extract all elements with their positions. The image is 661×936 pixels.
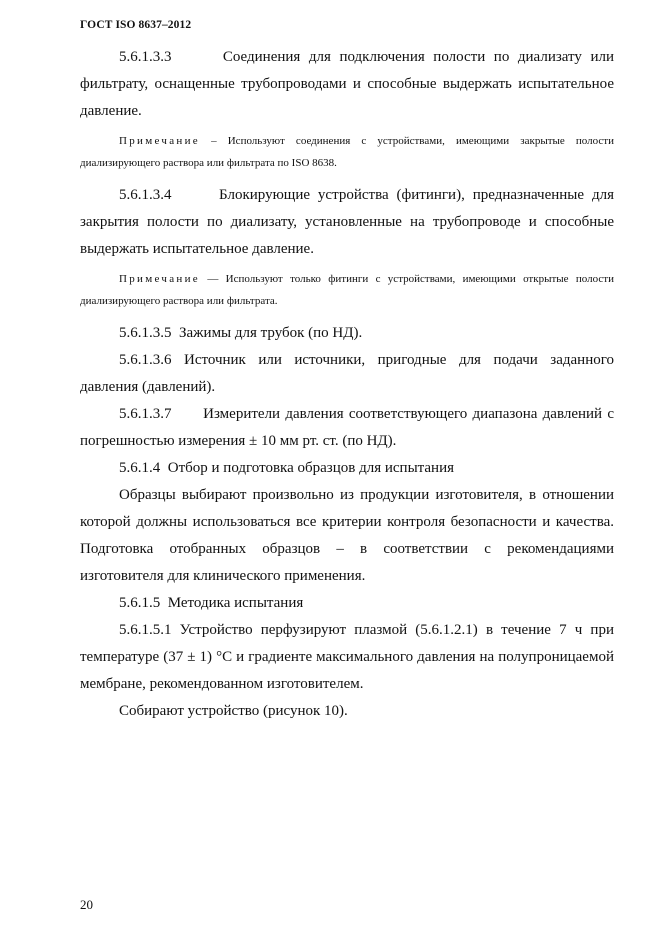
heading-5-6-1-4: 5.6.1.4 Отбор и подготовка образцов для испытания [119, 460, 454, 476]
note-1-text: – Используют соединения с устройствами, имеющими закрытые полости диализирующего раствора или фильтрата по ISO 8638. [80, 135, 614, 169]
paragraph-5-6-1-3-6: 5.6.1.3.6 Источник или источники, пригодные для подачи заданного давления (давлений). [80, 352, 614, 395]
document-body [80, 44, 618, 725]
heading-5-6-1-5: 5.6.1.5 Методика испытания [119, 595, 304, 611]
paragraph-assemble-device: Собирают устройство (рисунок 10). [119, 703, 348, 719]
paragraph-5-6-1-3-5: 5.6.1.3.5 Зажимы для трубок (по НД). [119, 325, 363, 341]
paragraph-5-6-1-3-3: 5.6.1.3.3 Соединения для подключения полости по диализату или фильтрату, оснащенные трубопроводами и способные выдержать испытательное давление. [80, 49, 618, 119]
page-number: 20 [80, 897, 93, 912]
paragraph-5-6-1-5-1: 5.6.1.5.1 Устройство перфузируют плазмой (5.6.1.2.1) в течение 7 ч при температуре (37 ± 1) °С и градиенте максимального давления на полупроницаемой мембране, рекомендованном изготовителем. [80, 622, 614, 692]
note-2-text: — Используют только фитинги с устройствами, имеющими открытые полости диализирующего раствора или фильтрата. [80, 273, 614, 307]
note-2-label: Примечание [119, 273, 200, 285]
note-1 [80, 130, 614, 174]
note-2 [80, 268, 614, 312]
paragraph-5-6-1-3-7: 5.6.1.3.7 Измерители давления соответствующего диапазона давлений с погрешностью измерения ± 10 мм рт. ст. (по НД). [80, 406, 618, 449]
standard-header: ГОСТ ISO 8637–2012 [80, 19, 192, 31]
paragraph-sample-selection: Образцы выбирают произвольно из продукции изготовителя, в отношении которой должны использоваться все критерии контроля безопасности и качества. Подготовка отобранных образцов – в соответствии с рекомендациями изготовителя для клинического применения. [80, 487, 614, 584]
note-1-label: Примечание [119, 135, 200, 147]
paragraph-5-6-1-3-4: 5.6.1.3.4 Блокирующие устройства (фитинги), предназначенные для закрытия полости по диализату, установленные на трубопроводе и способные выдержать испытательное давление. [80, 187, 618, 257]
